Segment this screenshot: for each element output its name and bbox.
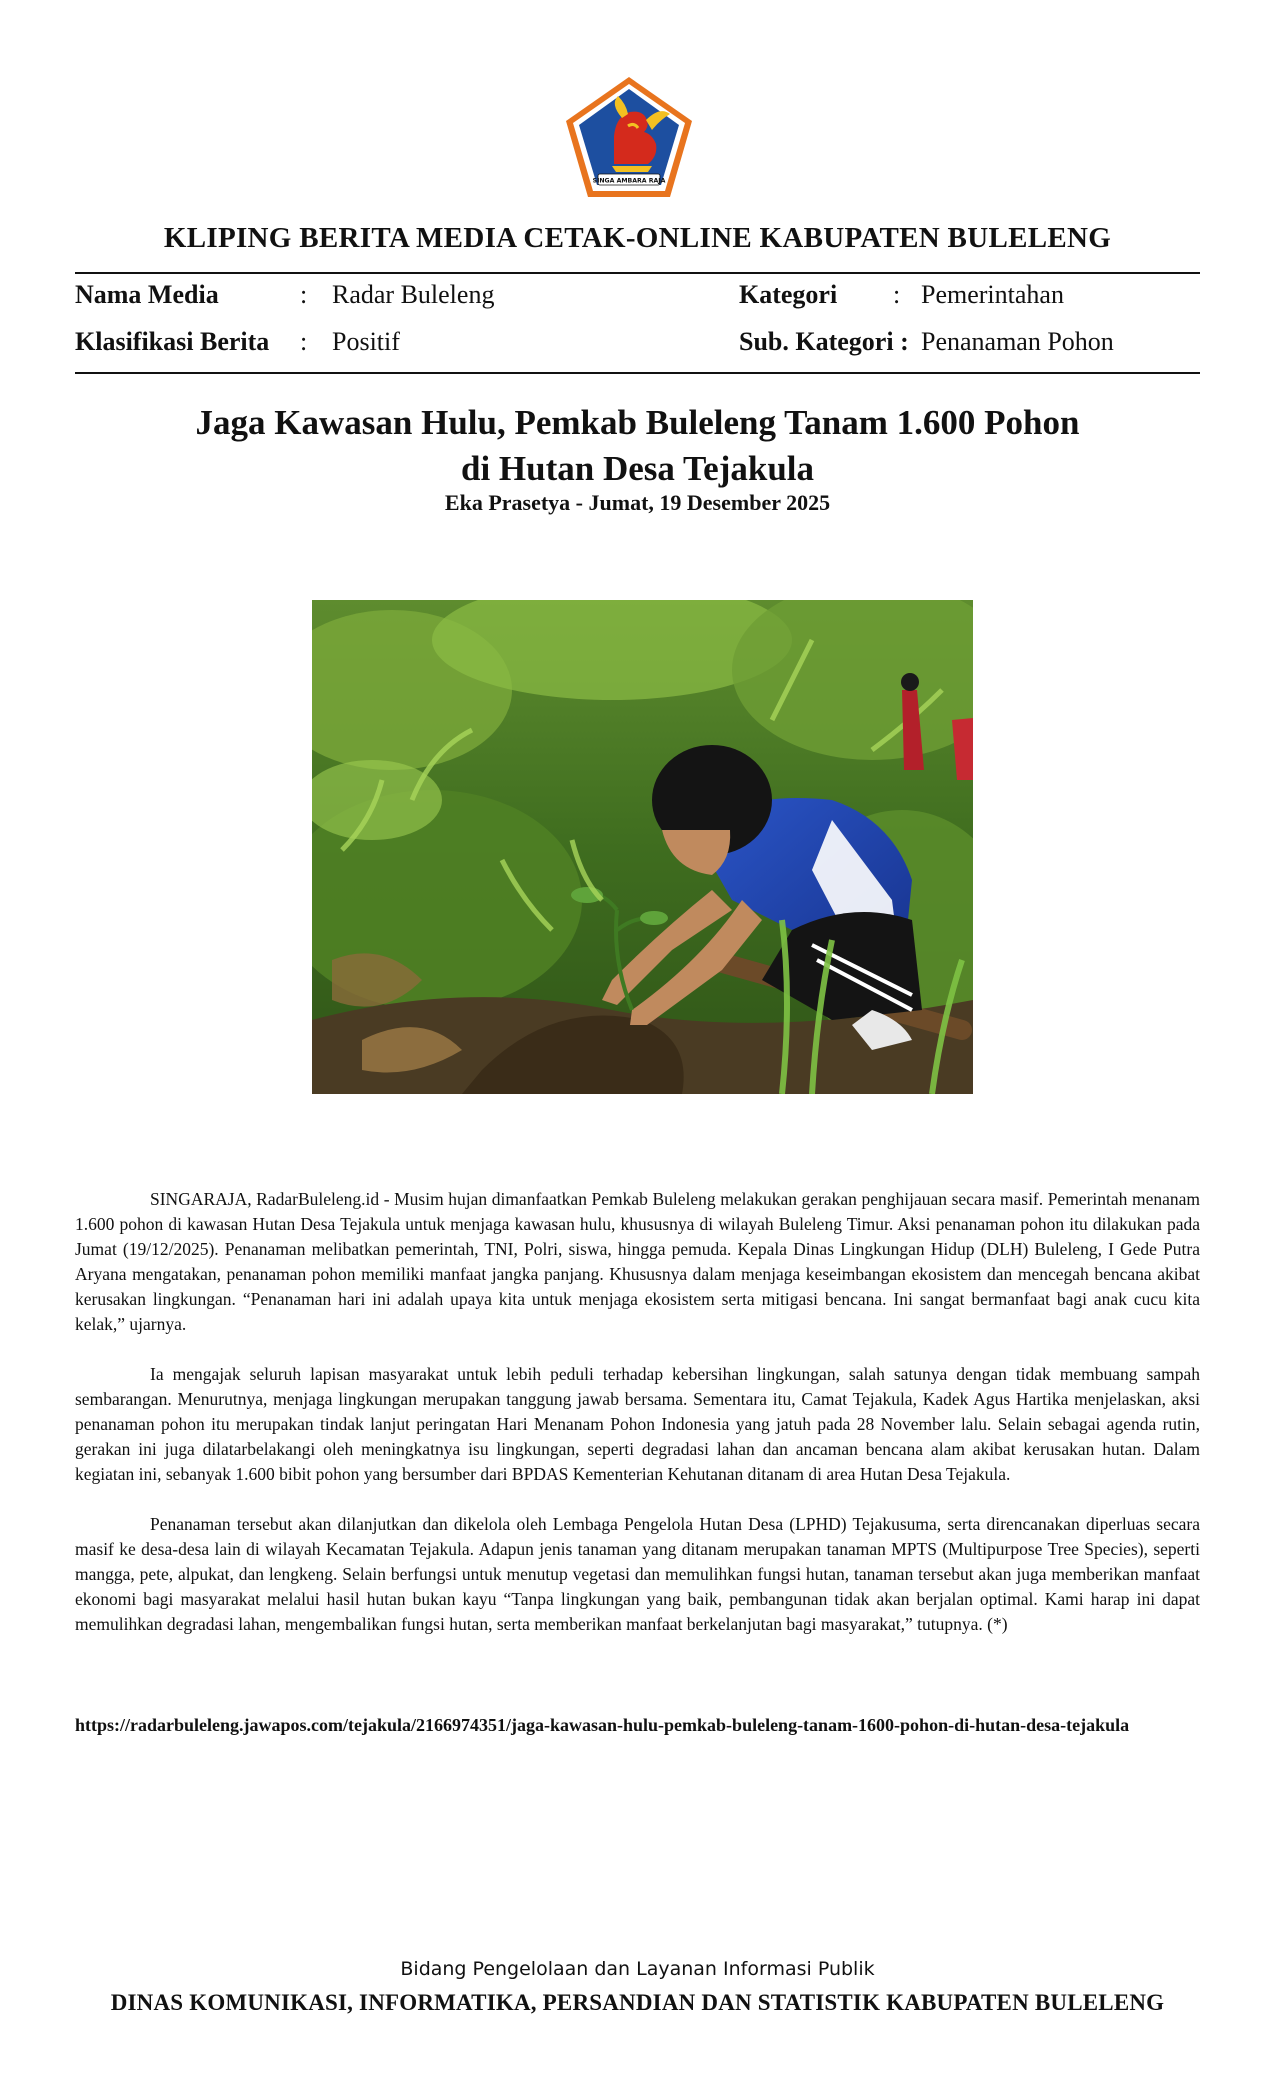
source-url-link[interactable]: https://radarbuleleng.jawapos.com/tejakula/2166974351/jaga-kawasan-hulu-pemkab-buleleng-tanam-1600-pohon-di-hutan-desa-tejakula bbox=[75, 1715, 1130, 1735]
subcategory-value: Penanaman Pohon bbox=[921, 327, 1114, 356]
article-title bbox=[75, 400, 1200, 492]
article-paragraph-2: Ia mengajak seluruh lapisan masyarakat untuk lebih peduli terhadap kebersihan lingkungan, salah satunya dengan tidak membuang sampah sembarangan. Menurutnya, menjaga lingkungan merupakan tanggung jawab bersama. Sementara itu, Camat Tejakula, Kadek Agus Hartika menjelaskan, aksi penanaman pohon itu merupakan tindak lanjut peringatan Hari Menanam Pohon Indonesia yang jatuh pada 28 November lalu. Selain sebagai agenda rutin, gerakan ini juga dilatarbelakangi oleh meningkatnya isu lingkungan, seperti degradasi lahan dan ancaman bencana alam akibat kerusakan hutan. Dalam kegiatan ini, sebanyak 1.600 bibit pohon yang bersumber dari BPDAS Kementerian Kehutanan ditanam di area Hutan Desa Tejakula. bbox=[75, 1364, 1200, 1484]
article-paragraph-3: Penanaman tersebut akan dilanjutkan dan dikelola oleh Lembaga Pengelola Hutan Desa (LPHD) Tejakusuma, serta direncanakan diperluas secara masif ke desa-desa lain di wilayah Kecamatan Tejakula. Adapun jenis tanaman yang ditanam merupakan tanaman MPTS (Multipurpose Tree Species), seperti mangga, pete, alpukat, dan lengkeng. Selain berfungsi untuk menutup vegetasi dan memulihkan fungsi hutan, tanaman tersebut akan juga memberikan manfaat ekonomi bagi masyarakat melalui hasil hutan bukan kayu “Tanpa lingkungan yang baik, pembangunan tidak akan berjalan optimal. Kami harap ini dapat memulihkan degradasi lahan, mengembalikan fungsi hutan, serta memberikan manfaat berkelanjutan bagi masyarakat,” tutupnya. (*) bbox=[75, 1514, 1200, 1634]
header-bottom-rule bbox=[75, 372, 1200, 374]
article-photo bbox=[312, 600, 973, 1094]
subcategory-label: Sub. Kategori : bbox=[739, 327, 909, 356]
classification-label: Klasifikasi Berita bbox=[75, 327, 270, 356]
logo-motto: SINGA AMBARA RAJA bbox=[592, 177, 666, 185]
article-paragraph-1: SINGARAJA, RadarBuleleng.id - Musim hujan dimanfaatkan Pemkab Buleleng melakukan gerakan penghijauan secara masif. Pemerintah menanam 1.600 pohon di kawasan Hutan Desa Tejakula untuk menjaga kawasan hulu, khususnya di wilayah Buleleng Timur. Aksi penanaman pohon itu dilakukan pada Jumat (19/12/2025). Penanaman melibatkan pemerintah, TNI, Polri, siswa, hingga pemuda. Kepala Dinas Lingkungan Hidup (DLH) Buleleng, I Gede Putra Aryana mengatakan, penanaman pohon memiliki manfaat jangka panjang. Khususnya dalam menjaga keseimbangan ekosistem dan mencegah bencana akibat kerusakan lingkungan. “Penanaman hari ini adalah upaya kita untuk menjaga ekosistem serta mitigasi bencana. Ini sangat bermanfaat bagi anak cucu kita kelak,” ujarnya. bbox=[75, 1189, 1200, 1334]
meta-row-media bbox=[75, 280, 1200, 314]
header-top-rule bbox=[75, 272, 1200, 274]
footer-department: Bidang Pengelolaan dan Layanan Informasi Publik bbox=[400, 1958, 875, 1980]
article-byline: Eka Prasetya - Jumat, 19 Desember 2025 bbox=[444, 490, 831, 515]
media-label: Nama Media bbox=[75, 280, 219, 309]
article-title-line-2: di Hutan Desa Tejakula bbox=[460, 449, 815, 488]
classification-colon: : bbox=[300, 327, 308, 356]
category-colon: : bbox=[893, 280, 901, 309]
category-value: Pemerintahan bbox=[921, 280, 1064, 309]
meta-row-classification bbox=[75, 327, 1200, 361]
category-label: Kategori bbox=[739, 280, 838, 309]
media-colon: : bbox=[300, 280, 308, 309]
clipping-header-title: KLIPING BERITA MEDIA CETAK-ONLINE KABUPATEN BULELENG bbox=[163, 222, 1112, 254]
article-title-line-1: Jaga Kawasan Hulu, Pemkab Buleleng Tanam 1.600 Pohon bbox=[195, 403, 1080, 442]
classification-value: Positif bbox=[332, 327, 400, 356]
footer-agency: DINAS KOMUNIKASI, INFORMATIKA, PERSANDIAN DAN STATISTIK KABUPATEN BULELENG bbox=[110, 1990, 1165, 2015]
kabupaten-buleleng-logo bbox=[562, 74, 696, 200]
media-value: Radar Buleleng bbox=[332, 280, 495, 309]
article-body bbox=[75, 1187, 1200, 1662]
